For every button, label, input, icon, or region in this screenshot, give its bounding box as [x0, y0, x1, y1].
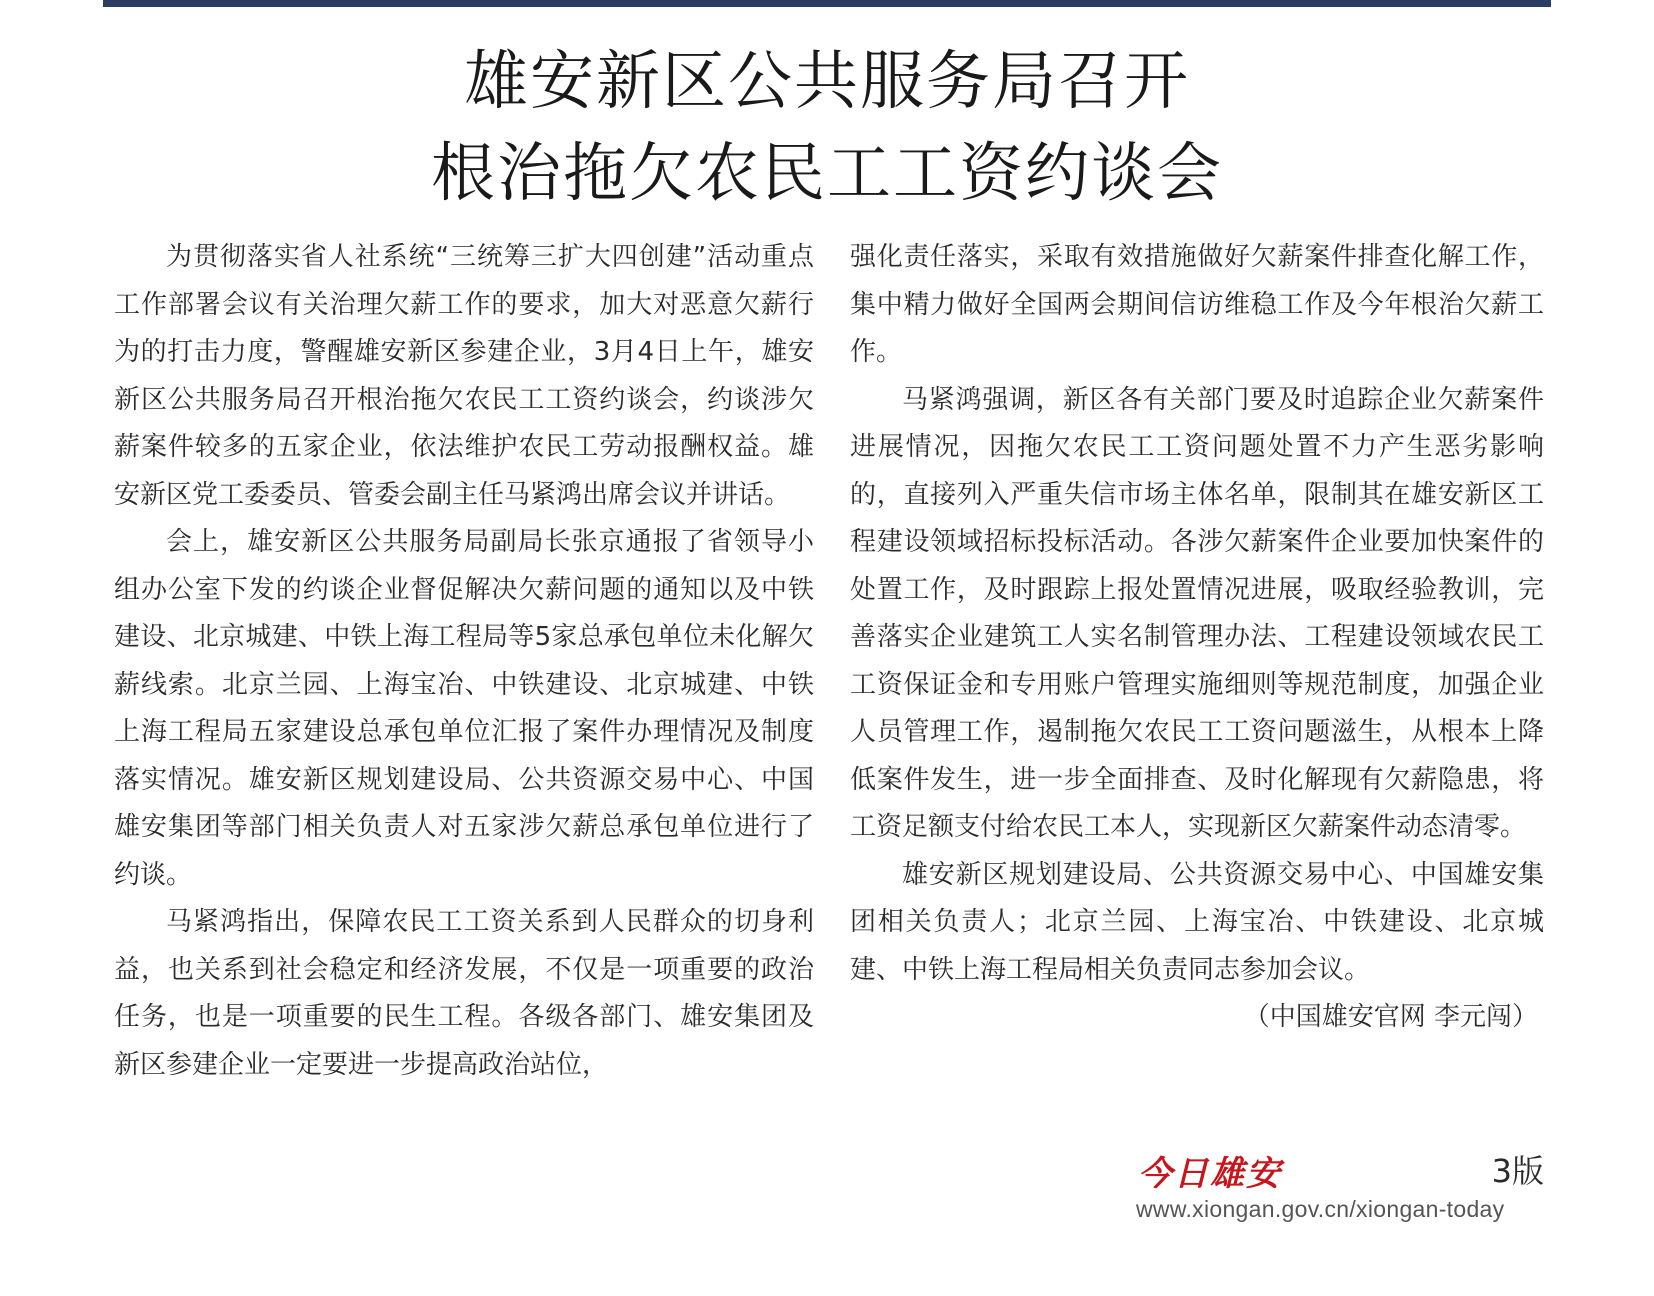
- title-line-2: 根治拖欠农民工工资约谈会: [431, 137, 1223, 211]
- page-number: 3版: [1491, 1152, 1544, 1190]
- article-source: （中国雄安官网 李元闯）: [1243, 1002, 1538, 1032]
- title-line-1: 雄安新区公共服务局召开: [464, 45, 1190, 119]
- paragraph-3-continued: 强化责任落实，采取有效措施做好欠薪案件排查化解工作，集中精力做好全国两会期间信访维稳工作及今年根治欠薪工作。: [850, 242, 1544, 367]
- top-rule: [103, 0, 1551, 7]
- article-title: [0, 36, 1654, 220]
- paragraph-3: 马紧鸿指出，保障农民工工资关系到人民群众的切身利益，也关系到社会稳定和经济发展，不仅是一项重要的政治任务，也是一项重要的民生工程。各级各部门、雄安集团及新区参建企业一定要进一步提高政治站位，: [114, 907, 814, 1080]
- left-column: [114, 234, 814, 1089]
- site-url: www.xiongan.gov.cn/xiongan-today: [1136, 1196, 1505, 1222]
- masthead-logo: 今日雄安: [1138, 1154, 1282, 1194]
- paragraph-1: 为贯彻落实省人社系统“三统筹三扩大四创建”活动重点工作部署会议有关治理欠薪工作的要求，加大对恶意欠薪行为的打击力度，警醒雄安新区参建企业，3月4日上午，雄安新区公共服务局召开根治拖欠农民工工资约谈会，约谈涉欠薪案件较多的五家企业，依法维护农民工劳动报酬权益。雄安新区党工委委员、管委会副主任马紧鸿出席会议并讲话。: [114, 242, 814, 510]
- right-column: [850, 234, 1544, 1042]
- paragraph-5: 雄安新区规划建设局、公共资源交易中心、中国雄安集团相关负责人；北京兰园、上海宝冶、中铁建设、北京城建、中铁上海工程局相关负责同志参加会议。: [850, 859, 1544, 985]
- paragraph-2: 会上，雄安新区公共服务局副局长张京通报了省领导小组办公室下发的约谈企业督促解决欠薪问题的通知以及中铁建设、北京城建、中铁上海工程局等5家总承包单位未化解欠薪线索。北京兰园、上海宝冶、中铁建设、北京城建、中铁上海工程局五家建设总承包单位汇报了案件办理情况及制度落实情况。雄安新区规划建设局、公共资源交易中心、中国雄安集团等部门相关负责人对五家涉欠薪总承包单位进行了约谈。: [114, 527, 814, 890]
- paragraph-4: 马紧鸿强调，新区各有关部门要及时追踪企业欠薪案件进展情况，因拖欠农民工工资问题处置不力产生恶劣影响的，直接列入严重失信市场主体名单，限制其在雄安新区工程建设领域招标投标活动。各涉欠薪案件企业要加快案件的处置工作，及时跟踪上报处置情况进展，吸取经验教训，完善落实企业建筑工人实名制管理办法、工程建设领域农民工工资保证金和专用账户管理实施细则等规范制度，加强企业人员管理工作，遏制拖欠农民工工资问题滋生，从根本上降低案件发生，进一步全面排查、及时化解现有欠薪隐患，将工资足额支付给农民工本人，实现新区欠薪案件动态清零。: [850, 384, 1544, 842]
- footer: [1136, 1146, 1544, 1226]
